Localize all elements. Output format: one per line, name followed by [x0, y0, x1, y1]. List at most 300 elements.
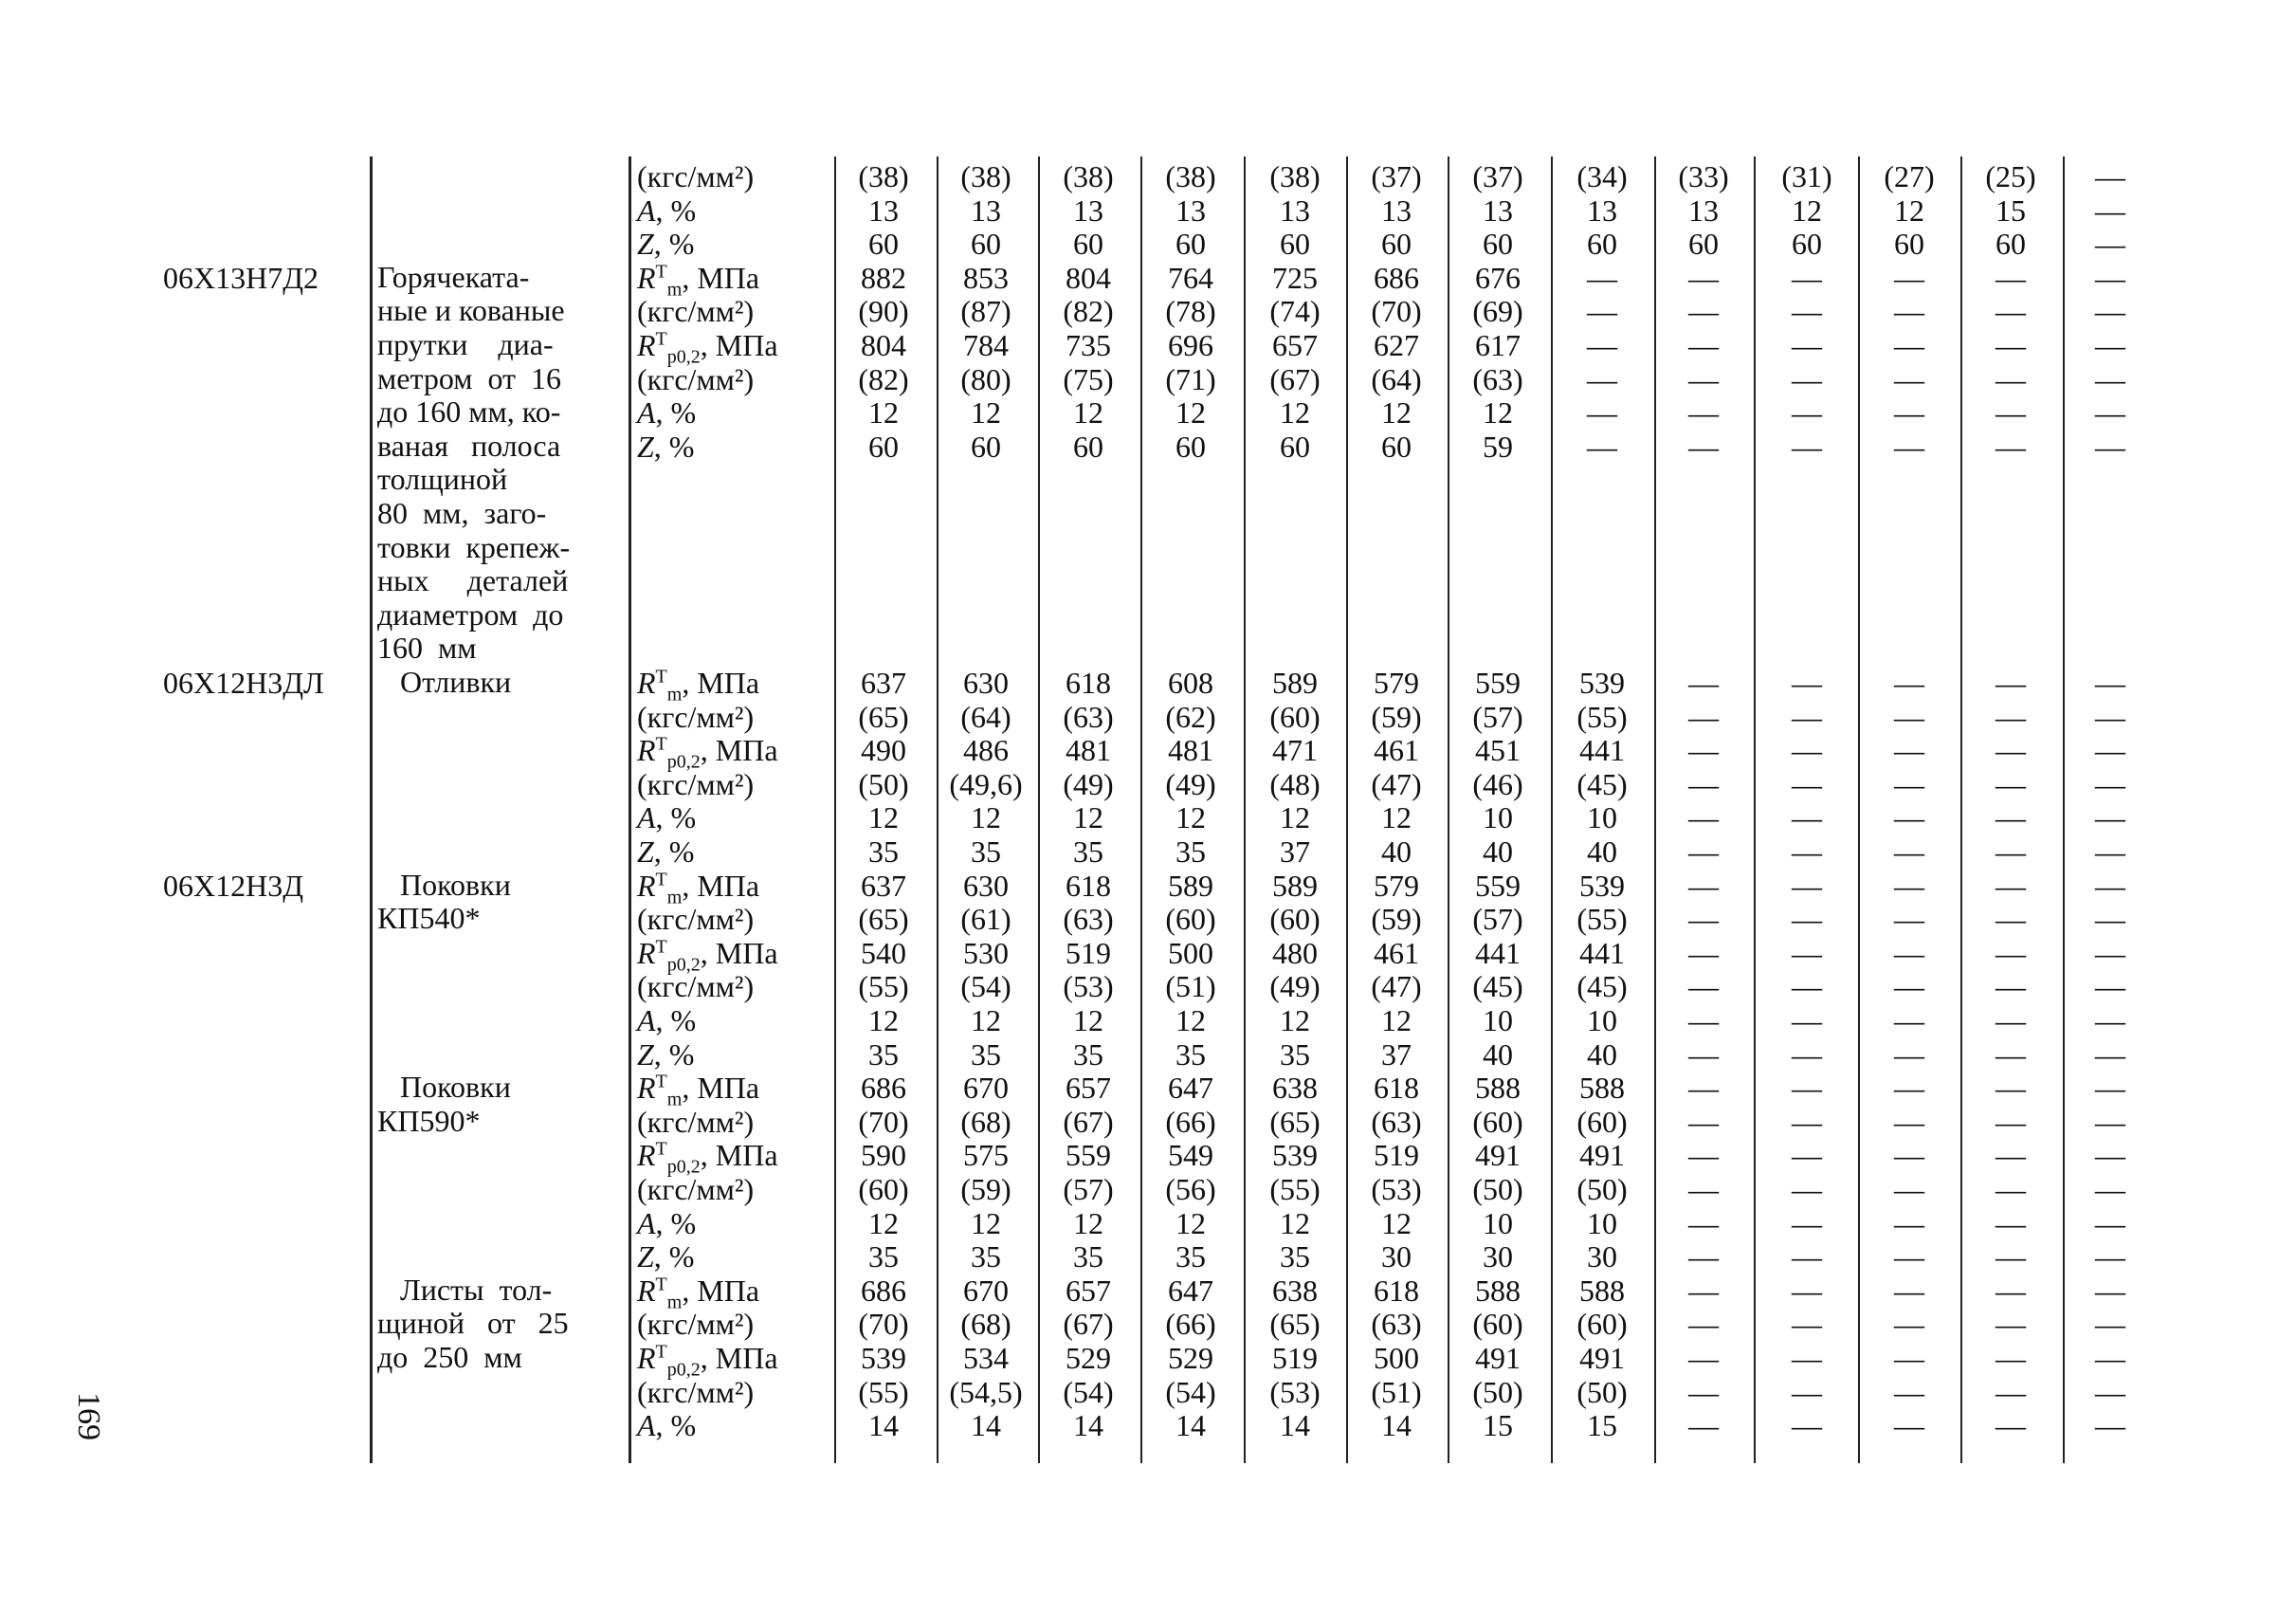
table-cell: 588 [1475, 1273, 1521, 1308]
table-cell: 12 [1280, 800, 1310, 835]
table-cell: — [1995, 699, 2026, 734]
table-cell: (50) [1472, 1172, 1523, 1206]
table-cell: (38) [1063, 159, 1114, 193]
table-cell: (67) [1269, 361, 1321, 396]
table-cell: — [1688, 1138, 1719, 1173]
table-cell: (57) [1472, 902, 1523, 937]
table-cell: (63) [1371, 1104, 1422, 1139]
table-cell: — [2095, 192, 2125, 228]
table-cell: — [1894, 1003, 1924, 1037]
property-label: (кгс/мм²) [637, 1307, 755, 1342]
table-cell: 35 [971, 1036, 1001, 1072]
product-description: Листы тол- [377, 1272, 553, 1307]
table-cell: — [1688, 1172, 1719, 1206]
table-cell: 60 [1280, 429, 1310, 464]
table-cell: — [1688, 294, 1719, 329]
table-cell: — [2095, 868, 2125, 903]
table-cell: — [2095, 834, 2125, 869]
table-cell: (49,6) [949, 766, 1023, 801]
property-label: (кгс/мм²) [637, 969, 755, 1004]
table-cell: — [1894, 361, 1924, 396]
table-cell: (38) [1165, 159, 1216, 193]
table-cell: 12 [868, 800, 899, 835]
table-cell: (55) [1269, 1172, 1321, 1206]
table-cell: (69) [1472, 294, 1523, 329]
table-cell: 60 [1280, 227, 1310, 262]
table-cell: — [1894, 699, 1924, 734]
table-cell: — [2095, 1003, 2125, 1037]
table-cell: — [1995, 935, 2026, 970]
table-cell: — [2095, 1071, 2125, 1106]
table-cell: 14 [1175, 1408, 1206, 1443]
table-cell: — [1894, 1374, 1924, 1409]
table-cell: (37) [1472, 159, 1523, 193]
table-cell: 539 [1272, 1138, 1318, 1173]
table-cell: (63) [1371, 1307, 1422, 1342]
table-cell: — [1894, 935, 1924, 970]
table-cell: — [1995, 328, 2026, 362]
table-cell: — [1792, 395, 1822, 431]
table-cell: 35 [971, 1239, 1001, 1274]
table-cell: — [1792, 1104, 1822, 1139]
column-rule [370, 156, 373, 1463]
table-cell: — [2095, 1374, 2125, 1409]
table-cell: (66) [1165, 1307, 1216, 1342]
table-cell: — [1995, 1239, 2026, 1274]
table-cell: 30 [1381, 1239, 1412, 1274]
table-cell: — [1894, 1138, 1924, 1173]
table-cell: 12 [868, 1003, 899, 1037]
table-cell: (47) [1371, 969, 1422, 1004]
table-cell: — [1792, 1374, 1822, 1409]
table-cell: 60 [1483, 227, 1513, 262]
table-cell: 60 [971, 429, 1001, 464]
table-cell: — [1995, 969, 2026, 1004]
table-cell: 60 [971, 227, 1001, 262]
table-cell: — [1587, 429, 1617, 464]
product-description: ные и кованые [377, 293, 565, 328]
table-cell: (31) [1781, 159, 1832, 193]
table-cell: 540 [861, 935, 906, 970]
table-cell: — [2095, 733, 2125, 768]
table-cell: 10 [1483, 1205, 1513, 1240]
table-cell: — [2095, 395, 2125, 431]
steel-grade: 06Х13Н7Д2 [163, 260, 319, 295]
table-cell: 35 [1280, 1036, 1310, 1072]
property-label: Z, % [637, 429, 695, 464]
table-cell: — [2095, 935, 2125, 970]
table-cell: (63) [1472, 361, 1523, 396]
table-cell: 559 [1066, 1138, 1111, 1173]
property-label: (кгс/мм²) [637, 1104, 755, 1139]
property-label: A, % [637, 1003, 697, 1037]
table-cell: 30 [1483, 1239, 1513, 1274]
table-cell: (87) [960, 294, 1011, 329]
table-cell: — [1688, 1104, 1719, 1139]
table-cell: (65) [858, 699, 909, 734]
table-cell: 539 [1579, 868, 1625, 903]
table-cell: (37) [1371, 159, 1422, 193]
table-cell: 15 [1483, 1408, 1513, 1443]
table-cell: — [1995, 395, 2026, 431]
table-cell: — [1995, 1205, 2026, 1240]
table-cell: — [1894, 1341, 1924, 1375]
table-cell: 12 [971, 395, 1001, 431]
table-cell: — [2095, 800, 2125, 835]
table-cell: — [1995, 1003, 2026, 1037]
table-cell: — [1894, 260, 1924, 295]
table-cell: 451 [1475, 733, 1521, 768]
table-cell: 638 [1272, 1071, 1318, 1106]
table-cell: — [1894, 1273, 1924, 1308]
table-cell: — [1688, 328, 1719, 362]
table-cell: — [1792, 1408, 1822, 1443]
property-label: (кгс/мм²) [637, 699, 755, 734]
table-cell: 618 [1374, 1273, 1419, 1308]
table-cell: (60) [1165, 902, 1216, 937]
table-cell: 534 [963, 1341, 1009, 1375]
table-cell: (38) [960, 159, 1011, 193]
table-cell: — [1894, 800, 1924, 835]
product-description: Поковки [377, 867, 511, 902]
table-cell: — [1792, 935, 1822, 970]
table-cell: 579 [1374, 666, 1419, 700]
table-cell: — [1688, 1003, 1719, 1037]
table-cell: — [1894, 395, 1924, 431]
table-cell: (59) [1371, 699, 1422, 734]
table-cell: — [1995, 1307, 2026, 1342]
table-cell: — [1587, 328, 1617, 362]
table-cell: 12 [868, 1205, 899, 1240]
table-cell: — [1688, 1036, 1719, 1072]
table-cell: (55) [1576, 902, 1628, 937]
table-cell: — [1792, 969, 1822, 1004]
table-cell: 13 [971, 192, 1001, 228]
table-cell: (45) [1576, 969, 1628, 1004]
table-cell: (60) [1269, 902, 1321, 937]
table-cell: 559 [1475, 868, 1521, 903]
property-label: (кгс/мм²) [637, 902, 755, 937]
table-cell: — [1688, 902, 1719, 937]
table-cell: — [1587, 361, 1617, 396]
table-cell: 12 [1381, 1205, 1412, 1240]
table-cell: — [1995, 666, 2026, 700]
table-cell: 12 [971, 800, 1001, 835]
property-label: Z, % [637, 1239, 695, 1274]
product-description: толщиной [377, 462, 508, 497]
table-cell: — [1894, 1071, 1924, 1106]
table-cell: 725 [1272, 260, 1318, 295]
table-cell: 12 [1175, 800, 1206, 835]
table-cell: 588 [1475, 1071, 1521, 1106]
property-label: Z, % [637, 1036, 695, 1072]
table-cell: (66) [1165, 1104, 1216, 1139]
table-cell: — [1792, 666, 1822, 700]
table-cell: (90) [858, 294, 909, 329]
table-cell: 618 [1374, 1071, 1419, 1106]
table-cell: 637 [861, 666, 906, 700]
table-cell: — [2095, 159, 2125, 193]
table-cell: — [1792, 1307, 1822, 1342]
table-cell: (80) [960, 361, 1011, 396]
table-cell: 12 [1175, 1003, 1206, 1037]
table-cell: — [1995, 260, 2026, 295]
table-cell: — [1688, 395, 1719, 431]
table-cell: 60 [1587, 227, 1617, 262]
table-cell: — [1995, 1104, 2026, 1139]
table-cell: (68) [960, 1104, 1011, 1139]
table-cell: 60 [1688, 227, 1719, 262]
table-cell: 627 [1374, 328, 1419, 362]
product-description: до 250 мм [377, 1340, 522, 1374]
table-cell: — [2095, 1104, 2125, 1139]
table-cell: (33) [1678, 159, 1729, 193]
table-cell: — [2095, 1273, 2125, 1308]
table-cell: (55) [858, 1374, 909, 1409]
table-cell: (54) [960, 969, 1011, 1004]
property-label: (кгс/мм²) [637, 361, 755, 396]
table-cell: 60 [1175, 429, 1206, 464]
table-cell: (71) [1165, 361, 1216, 396]
table-cell: (82) [858, 361, 909, 396]
table-cell: — [1792, 733, 1822, 768]
property-label: $R^T_{p0,2}$, МПа [637, 935, 778, 976]
property-label: Z, % [637, 834, 695, 869]
table-cell: — [1792, 1036, 1822, 1072]
table-cell: 60 [1381, 227, 1412, 262]
table-cell: — [1995, 834, 2026, 869]
table-cell: — [1894, 1307, 1924, 1342]
table-cell: 13 [868, 192, 899, 228]
table-cell: 686 [1374, 260, 1419, 295]
table-cell: 764 [1168, 260, 1213, 295]
table-cell: 10 [1587, 800, 1617, 835]
product-description: Поковки [377, 1070, 511, 1105]
table-cell: — [1792, 699, 1822, 734]
table-cell: — [1688, 361, 1719, 396]
table-cell: (48) [1269, 766, 1321, 801]
table-cell: — [1688, 834, 1719, 869]
table-cell: 670 [963, 1071, 1009, 1106]
table-cell: (49) [1165, 766, 1216, 801]
table-cell: 12 [971, 1003, 1001, 1037]
table-cell: — [1894, 733, 1924, 768]
table-cell: 804 [1066, 260, 1111, 295]
product-description: 160 мм [377, 631, 477, 666]
property-label: $R^T_m$, МПа [637, 868, 760, 907]
property-label: A, % [637, 192, 697, 228]
product-description: метром от 16 [377, 360, 562, 395]
table-cell: — [1894, 1172, 1924, 1206]
table-cell: (60) [1269, 699, 1321, 734]
table-cell: — [2095, 1408, 2125, 1443]
table-cell: 618 [1066, 868, 1111, 903]
table-cell: 60 [1995, 227, 2026, 262]
table-cell: 638 [1272, 1273, 1318, 1308]
table-cell: — [1792, 1239, 1822, 1274]
table-cell: 12 [1381, 395, 1412, 431]
table-cell: — [1894, 1036, 1924, 1072]
table-cell: — [1792, 328, 1822, 362]
property-label: (кгс/мм²) [637, 159, 755, 193]
table-cell: — [2095, 429, 2125, 464]
table-cell: 735 [1066, 328, 1111, 362]
table-cell: 461 [1374, 733, 1419, 768]
table-cell: — [1688, 1205, 1719, 1240]
table-cell: — [1894, 1104, 1924, 1139]
table-cell: — [1995, 1341, 2026, 1375]
table-cell: (64) [960, 699, 1011, 734]
table-cell: (74) [1269, 294, 1321, 329]
table-cell: — [1995, 294, 2026, 329]
table-cell: — [1792, 834, 1822, 869]
table-cell: 35 [868, 834, 899, 869]
table-cell: 13 [1280, 192, 1310, 228]
table-cell: 60 [868, 227, 899, 262]
table-cell: 539 [1579, 666, 1625, 700]
table-cell: — [1894, 1408, 1924, 1443]
table-cell: 539 [861, 1341, 906, 1375]
table-cell: 441 [1475, 935, 1521, 970]
property-label: $R^T_{p0,2}$, МПа [637, 328, 778, 368]
table-cell: — [1995, 361, 2026, 396]
table-cell: — [2095, 1172, 2125, 1206]
table-cell: 35 [1175, 1239, 1206, 1274]
table-cell: — [2095, 969, 2125, 1004]
table-cell: 441 [1579, 733, 1625, 768]
property-label: A, % [637, 1408, 697, 1443]
table-cell: — [1894, 1205, 1924, 1240]
property-label: $R^T_m$, МПа [637, 260, 760, 301]
property-label: A, % [637, 1205, 697, 1240]
table-cell: 491 [1579, 1138, 1625, 1173]
table-cell: (47) [1371, 766, 1422, 801]
table-cell: 40 [1483, 1036, 1513, 1072]
table-cell: — [1995, 1273, 2026, 1308]
table-cell: 12 [1073, 800, 1103, 835]
table-cell: (45) [1576, 766, 1628, 801]
table-cell: 35 [1073, 834, 1103, 869]
table-cell: (38) [858, 159, 909, 193]
product-description: до 160 мм, ко- [377, 394, 561, 430]
product-description: диаметром до [377, 596, 564, 632]
table-cell: — [1688, 699, 1719, 734]
table-cell: — [2095, 699, 2125, 734]
table-cell: 37 [1280, 834, 1310, 869]
table-cell: (57) [1472, 699, 1523, 734]
table-cell: 589 [1272, 666, 1318, 700]
table-cell: 35 [1280, 1239, 1310, 1274]
table-cell: (50) [1472, 1374, 1523, 1409]
table-cell: (60) [1472, 1104, 1523, 1139]
table-cell: 461 [1374, 935, 1419, 970]
table-cell: — [1894, 1239, 1924, 1274]
table-cell: — [2095, 227, 2125, 262]
table-cell: 12 [1381, 800, 1412, 835]
table-cell: (60) [1576, 1104, 1628, 1139]
table-cell: 35 [1073, 1239, 1103, 1274]
table-cell: 15 [1587, 1408, 1617, 1443]
product-description: ных деталей [377, 563, 569, 598]
property-label: $R^T_{p0,2}$, МПа [637, 1138, 778, 1178]
table-cell: — [1688, 868, 1719, 903]
table-cell: — [1995, 733, 2026, 768]
table-cell: 59 [1483, 429, 1513, 464]
table-cell: — [1792, 1138, 1822, 1173]
table-cell: 804 [861, 328, 906, 362]
table-cell: — [1587, 260, 1617, 295]
table-cell: 696 [1168, 328, 1213, 362]
product-description: КП590* [377, 1103, 481, 1138]
table-cell: 500 [1168, 935, 1213, 970]
table-cell: 853 [963, 260, 1009, 295]
table-cell: 10 [1483, 1003, 1513, 1037]
table-cell: (62) [1165, 699, 1216, 734]
table-cell: 519 [1374, 1138, 1419, 1173]
table-cell: — [1792, 1071, 1822, 1106]
table-cell: 12 [1483, 395, 1513, 431]
table-cell: — [1688, 1307, 1719, 1342]
table-cell: 530 [963, 935, 1009, 970]
table-cell: — [1894, 666, 1924, 700]
table-cell: — [1688, 800, 1719, 835]
table-cell: 12 [1073, 1003, 1103, 1037]
table-cell: — [2095, 294, 2125, 329]
table-cell: — [1792, 902, 1822, 937]
table-cell: (63) [1063, 699, 1114, 734]
table-cell: 491 [1579, 1341, 1625, 1375]
table-cell: (60) [1472, 1307, 1523, 1342]
product-description: Отливки [377, 665, 512, 699]
table-cell: — [1894, 328, 1924, 362]
property-label: A, % [637, 395, 697, 431]
table-cell: — [1792, 800, 1822, 835]
table-cell: 686 [861, 1071, 906, 1106]
table-cell: — [1688, 766, 1719, 801]
table-cell: (54) [1165, 1374, 1216, 1409]
table-cell: (54,5) [949, 1374, 1023, 1409]
property-label: $R^T_m$, МПа [637, 1071, 760, 1110]
table-cell: 15 [1995, 192, 2026, 228]
property-label: A, % [637, 800, 697, 835]
table-cell: (53) [1371, 1172, 1422, 1206]
table-cell: 12 [971, 1205, 1001, 1240]
table-cell: (54) [1063, 1374, 1114, 1409]
table-cell: 13 [1587, 192, 1617, 228]
table-cell: 12 [1280, 1205, 1310, 1240]
table-cell: (61) [960, 902, 1011, 937]
table-cell: — [1792, 1205, 1822, 1240]
table-cell: 491 [1475, 1138, 1521, 1173]
table-cell: (65) [1269, 1307, 1321, 1342]
table-cell: 35 [1073, 1036, 1103, 1072]
table-cell: (38) [1269, 159, 1321, 193]
table-cell: — [1995, 1138, 2026, 1173]
table-cell: 657 [1272, 328, 1318, 362]
table-cell: 588 [1579, 1273, 1625, 1308]
table-cell: — [1894, 294, 1924, 329]
table-cell: — [1894, 902, 1924, 937]
table-cell: 471 [1272, 733, 1318, 768]
table-cell: (45) [1472, 969, 1523, 1004]
table-cell: 12 [1280, 1003, 1310, 1037]
table-cell: — [1894, 969, 1924, 1004]
table-cell: 14 [1280, 1408, 1310, 1443]
table-cell: (50) [858, 766, 909, 801]
table-cell: 676 [1475, 260, 1521, 295]
table-cell: — [1995, 800, 2026, 835]
table-cell: 617 [1475, 328, 1521, 362]
